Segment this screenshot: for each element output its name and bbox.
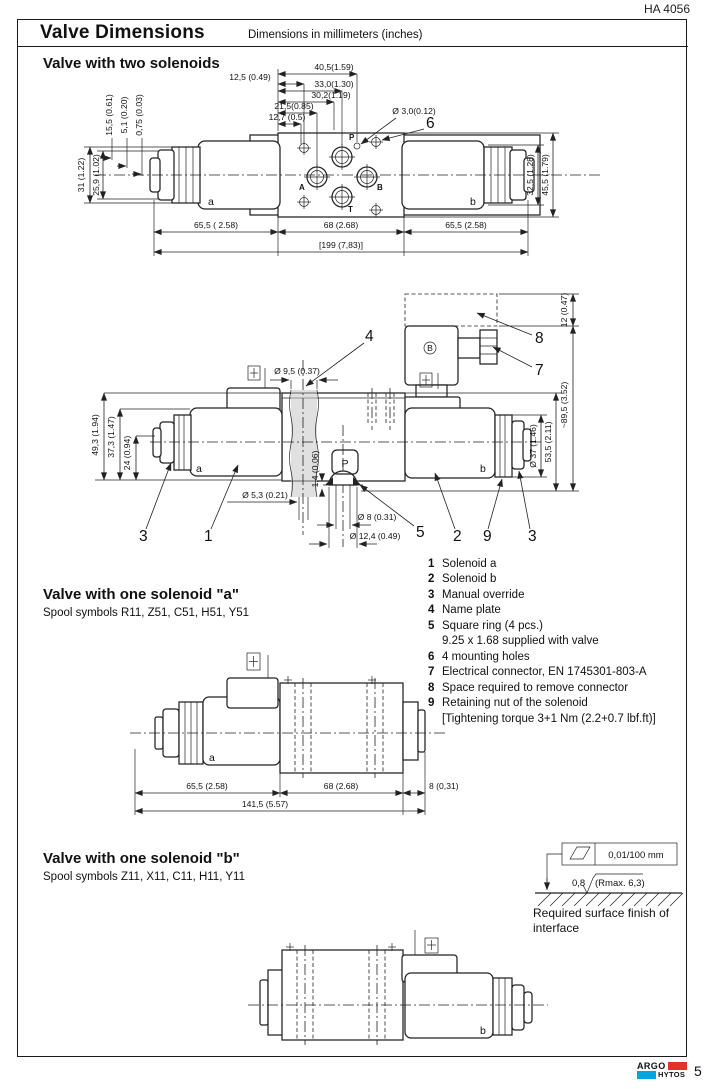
dim-37: Ø 37 (1.46): [528, 424, 538, 468]
legend-num: 3: [428, 588, 435, 601]
dim-33-0: 33,0(1.30): [314, 79, 354, 89]
solenoid-b-nut-side: [495, 415, 512, 477]
flatness-value: 0,01/100 mm: [608, 850, 664, 861]
legend-item-cont: [Tightening torque 3+1 Nm (2.2+0.7 lbf.ft)]: [442, 712, 656, 725]
electrical-connector: [405, 326, 458, 385]
callout-1: 1: [204, 528, 213, 545]
port-label-b: B: [377, 183, 383, 192]
label-solenoid-b4: b: [480, 1025, 486, 1037]
legend-num: 5: [428, 619, 435, 632]
manual-override-b4: [524, 992, 532, 1023]
callout-7: 7: [535, 362, 544, 379]
dim-5-1: 5,1 (0.20): [119, 96, 129, 134]
dim-21-5: 21,5(0.85): [274, 101, 314, 111]
legend-num: 1: [428, 558, 435, 570]
callout-3-right: 3: [528, 528, 537, 545]
port-label-a: A: [299, 183, 305, 192]
label-port-p: P: [341, 458, 349, 470]
dim-0-75: 0,75 (0.03): [134, 94, 144, 136]
argo-hytos-logo: [637, 1061, 687, 1079]
dim-24: 24 (0.94): [122, 435, 132, 471]
legend-text: Square ring (4 pcs.): [442, 619, 543, 632]
dim-89-5: ~89,5 (3.52): [559, 381, 569, 429]
dim-total-199: [199 (7,83)]: [319, 240, 363, 250]
port-label-p: P: [349, 133, 355, 142]
dim3-65-5: 65,5 (2.58): [186, 781, 228, 791]
doc-code: HA 4056: [643, 2, 690, 16]
callout-4: 4: [365, 328, 374, 345]
logo-text-hytos: HYTOS: [658, 1070, 686, 1079]
label-solenoid-b: b: [470, 196, 476, 208]
surface-caption-line2: interface: [533, 921, 580, 935]
connector-mark: B: [427, 343, 433, 353]
legend-text: Electrical connector, EN 1745301-803-A: [442, 666, 647, 679]
legend-num: 7: [428, 666, 435, 679]
callout-8: 8: [535, 330, 544, 347]
legend-item: [428, 572, 693, 587]
drawing-one-solenoid-b: [240, 925, 560, 1055]
legend-num: 4: [428, 604, 435, 617]
dim-25-9: 25,9 (1.02): [91, 154, 101, 196]
callout-5: 5: [416, 524, 425, 541]
solenoid-nut-b4: [493, 978, 512, 1035]
cable-gland: [480, 330, 497, 364]
surface-caption-line1: Required surface finish of: [533, 906, 670, 920]
connector-plate-a3: [227, 678, 278, 708]
dim-30-2: 30,2(1.19): [311, 90, 351, 100]
legend-num: 6: [428, 650, 435, 663]
dim-15-5: 15,5 (0.61): [104, 94, 114, 136]
dim-8: Ø 8 (0.31): [357, 512, 397, 522]
label-solenoid-a3: a: [209, 752, 215, 764]
label-solenoid-a-side: a: [196, 463, 202, 475]
callout-2: 2: [453, 528, 462, 545]
rmax-value: (Rmax. 6,3): [595, 878, 645, 889]
legend-text: Name plate: [442, 604, 501, 617]
callout-3-left: 3: [139, 528, 148, 545]
legend-text: Retaining nut of the solenoid: [442, 697, 588, 710]
dim-53-5: 53,5 (2.11): [543, 421, 553, 463]
spool-symbols-b: Spool symbols Z11, X11, C11, H11, Y11: [43, 871, 245, 883]
valve-body-a3: [280, 683, 403, 773]
logo-text-argo: ARGO: [637, 1060, 666, 1071]
dim-31: 31 (1.22): [76, 157, 86, 193]
roughness-value: 0,8: [572, 878, 586, 889]
label-solenoid-a: a: [208, 196, 214, 208]
legend-text: Space required to remove connector: [442, 681, 629, 694]
dim-68: 68 (2.68): [323, 220, 359, 230]
dim-65-5-left: 65,5 ( 2.58): [194, 220, 238, 230]
dim3-8: 8 (0,31): [429, 781, 459, 791]
legend-item: [428, 603, 693, 618]
dim-12-7: 12,7 (0.5): [268, 112, 306, 122]
dim3-68: 68 (2.68): [323, 781, 359, 791]
dim-3-0: Ø 3,0(0.12): [392, 106, 436, 116]
dim-9-5: Ø 9,5 (0.37): [274, 366, 320, 376]
drawing-two-solenoids: [40, 60, 620, 280]
logo-blue-block: [637, 1071, 656, 1079]
page-subtitle: Dimensions in millimeters (inches): [248, 29, 423, 41]
end-plug-cap-b4: [260, 980, 268, 1025]
legend-text: Manual override: [442, 588, 525, 601]
legend-item: [428, 619, 693, 634]
label-solenoid-b-side: b: [480, 463, 486, 475]
dim-45-5: 45,5 (1.79): [540, 154, 550, 196]
header-rule: [17, 46, 688, 47]
solenoid-a-nut-side: [174, 415, 191, 470]
legend-text: 4 mounting holes: [442, 650, 530, 663]
legend-item: [428, 588, 693, 603]
legend-num: 2: [428, 573, 435, 586]
legend-item: [428, 557, 693, 572]
section-heading-one-solenoid-b: Valve with one solenoid "b": [43, 850, 240, 867]
section-heading-one-solenoid-a: Valve with one solenoid "a": [43, 586, 239, 603]
dim3-total: 141,5 (5.57): [241, 799, 289, 809]
hatching: [538, 893, 683, 906]
connector-neck: [458, 338, 480, 358]
dim-1-4: 1,4 (0.06): [310, 450, 320, 488]
legend-num: 8: [428, 681, 435, 694]
legend-text: Solenoid b: [442, 573, 497, 586]
legend-text: Solenoid a: [442, 558, 497, 570]
section-heading-two-solenoids: Valve with two solenoids: [43, 55, 220, 72]
drawing-one-solenoid-a: [115, 645, 475, 820]
flatness-icon: [570, 847, 590, 859]
dim-32-5: 32,5 (1.28): [525, 154, 535, 196]
page-title: Valve Dimensions: [40, 22, 205, 43]
legend-num: 9: [428, 697, 435, 710]
connector-removal-space: [405, 294, 497, 326]
spool-symbols-a: Spool symbols R11, Z51, C51, H51, Y51: [43, 607, 250, 619]
callout-9: 9: [483, 528, 492, 545]
dim-65-5-right: 65,5 (2.58): [445, 220, 487, 230]
port-label-t: T: [348, 205, 353, 214]
legend-item-cont: 9.25 x 1.68 supplied with valve: [442, 635, 599, 648]
dim-5-3: Ø 5,3 (0.21): [242, 490, 288, 500]
dim-49-3: 49,3 (1.94): [90, 414, 100, 456]
dim-37-3: 37,3 (1.47): [106, 416, 116, 458]
dim-12: 12 (0.47): [559, 292, 569, 328]
dim-40-5: 40,5(1.59): [314, 62, 354, 72]
page-number: 5: [694, 1063, 702, 1079]
logo-red-block: [668, 1062, 687, 1070]
end-plug-a3: [403, 702, 418, 760]
drawing-side-view: [75, 285, 595, 560]
dim-12-5: 12,5 (0.49): [229, 72, 271, 82]
callout-6: 6: [426, 115, 435, 132]
dim-12-4: Ø 12,4 (0.49): [349, 531, 401, 541]
